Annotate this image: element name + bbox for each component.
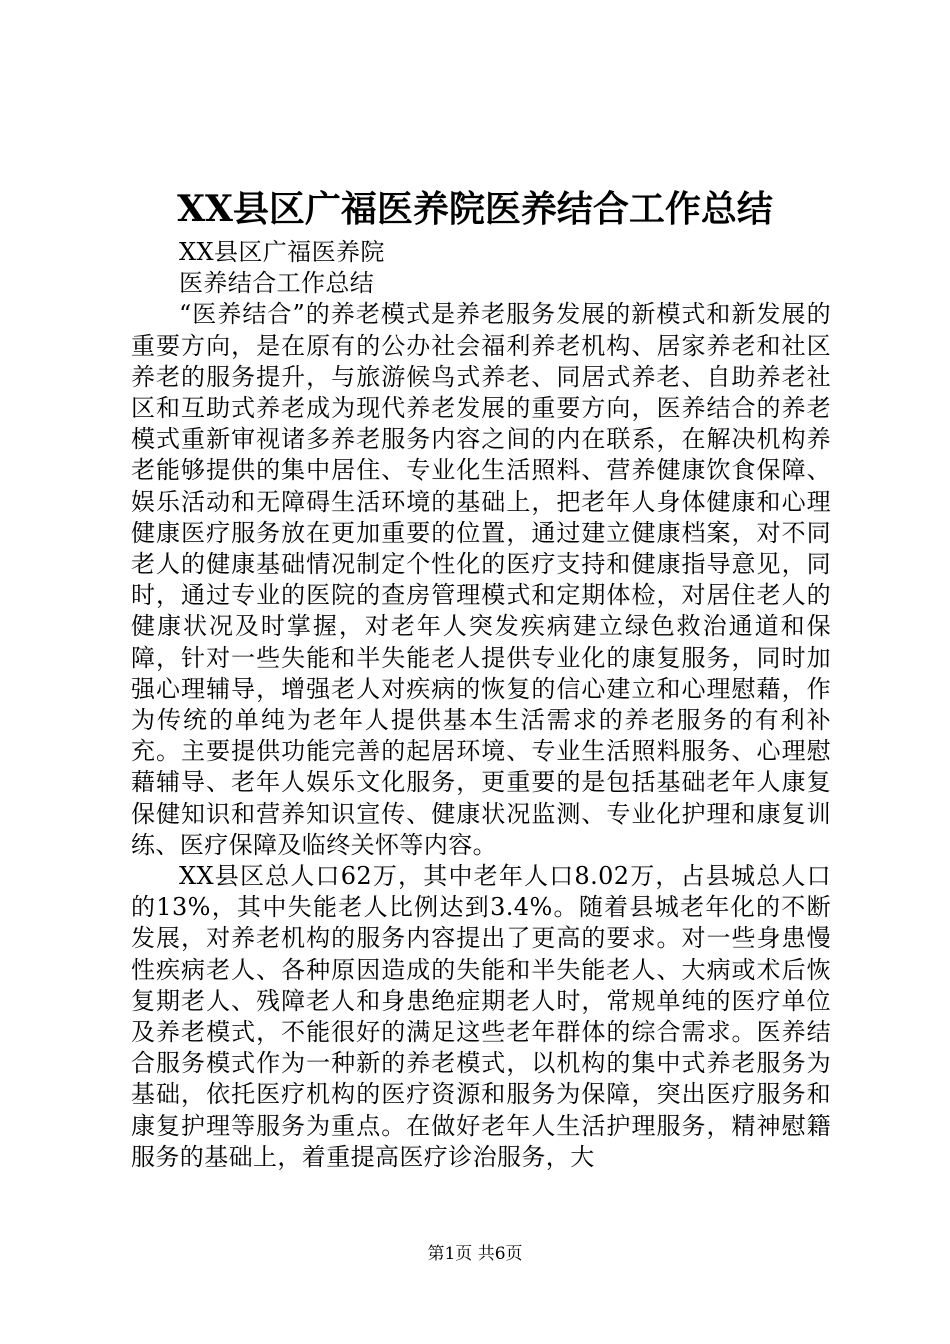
document-title: XX县区广福医养院医养结合工作总结 (177, 188, 773, 230)
subtitle-organization: XX县区广福医养院 (179, 238, 385, 266)
body-paragraph-2: XX县区总人口62万，其中老年人口8.02万，占县城总人口的13%，其中失能老人比例达到3.4%。随着县城老年化的不断发展，对养老机构的服务内容提出了更高的要求。对一些身患慢性疾病老人、各种原因造成的失能和半失能老人、大病或术后恢复期老人、残障老人和身患绝症期老人时，常规单纯的医疗单位及养老模式，不能很好的满足这些老年群体的综合需求。医养结合服务模式作为一种新的养老模式，以机构的集中式养老服务为基础，依托医疗机构的医疗资源和服务为保障，突出医疗服务和康复护理等服务为重点。在做好老年人生活护理服务，精神慰籍服务的基础上，着重提高医疗诊治服务，大 (131, 862, 831, 1171)
body-paragraph-1: “医养结合”的养老模式是养老服务发展的新模式和新发展的重要方向，是在原有的公办社会福利养老机构、居家养老和社区养老的服务提升，与旅游候鸟式养老、同居式养老、自助养老社区和互助式养老成为现代养老发展的重要方向，医养结合的养老模式重新审视诸多养老服务内容之间的内在联系，在解决机构养老能够提供的集中居住、专业化生活照料、营养健康饮食保障、娱乐活动和无障碍生活环境的基础上，把老年人身体健康和心理健康医疗服务放在更加重要的位置，通过建立健康档案，对不同老人的健康基础情况制定个性化的医疗支持和健康指导意见，同时，通过专业的医院的查房管理模式和定期体检，对居住老人的健康状况及时掌握，对老年人突发疾病建立绿色救治通道和保障，针对一些失能和半失能老人提供专业化的康复服务，同时加强心理辅导，增强老人对疾病的恢复的信心建立和心理慰藉，作为传统的单纯为老年人提供基本生活需求的养老服务的有利补充。主要提供功能完善的起居环境、专业生活照料服务、心理慰藉辅导、老年人娱乐文化服务，更重要的是包括基础老年人康复保健知识和营养知识宣传、健康状况监测、专业化护理和康复训练、医疗保障及临终关怀等内容。 (131, 300, 831, 859)
page-number-footer: 第1页 共6页 (427, 1244, 523, 1264)
subtitle-report-name: 医养结合工作总结 (179, 269, 375, 298)
document-body (131, 237, 831, 1173)
